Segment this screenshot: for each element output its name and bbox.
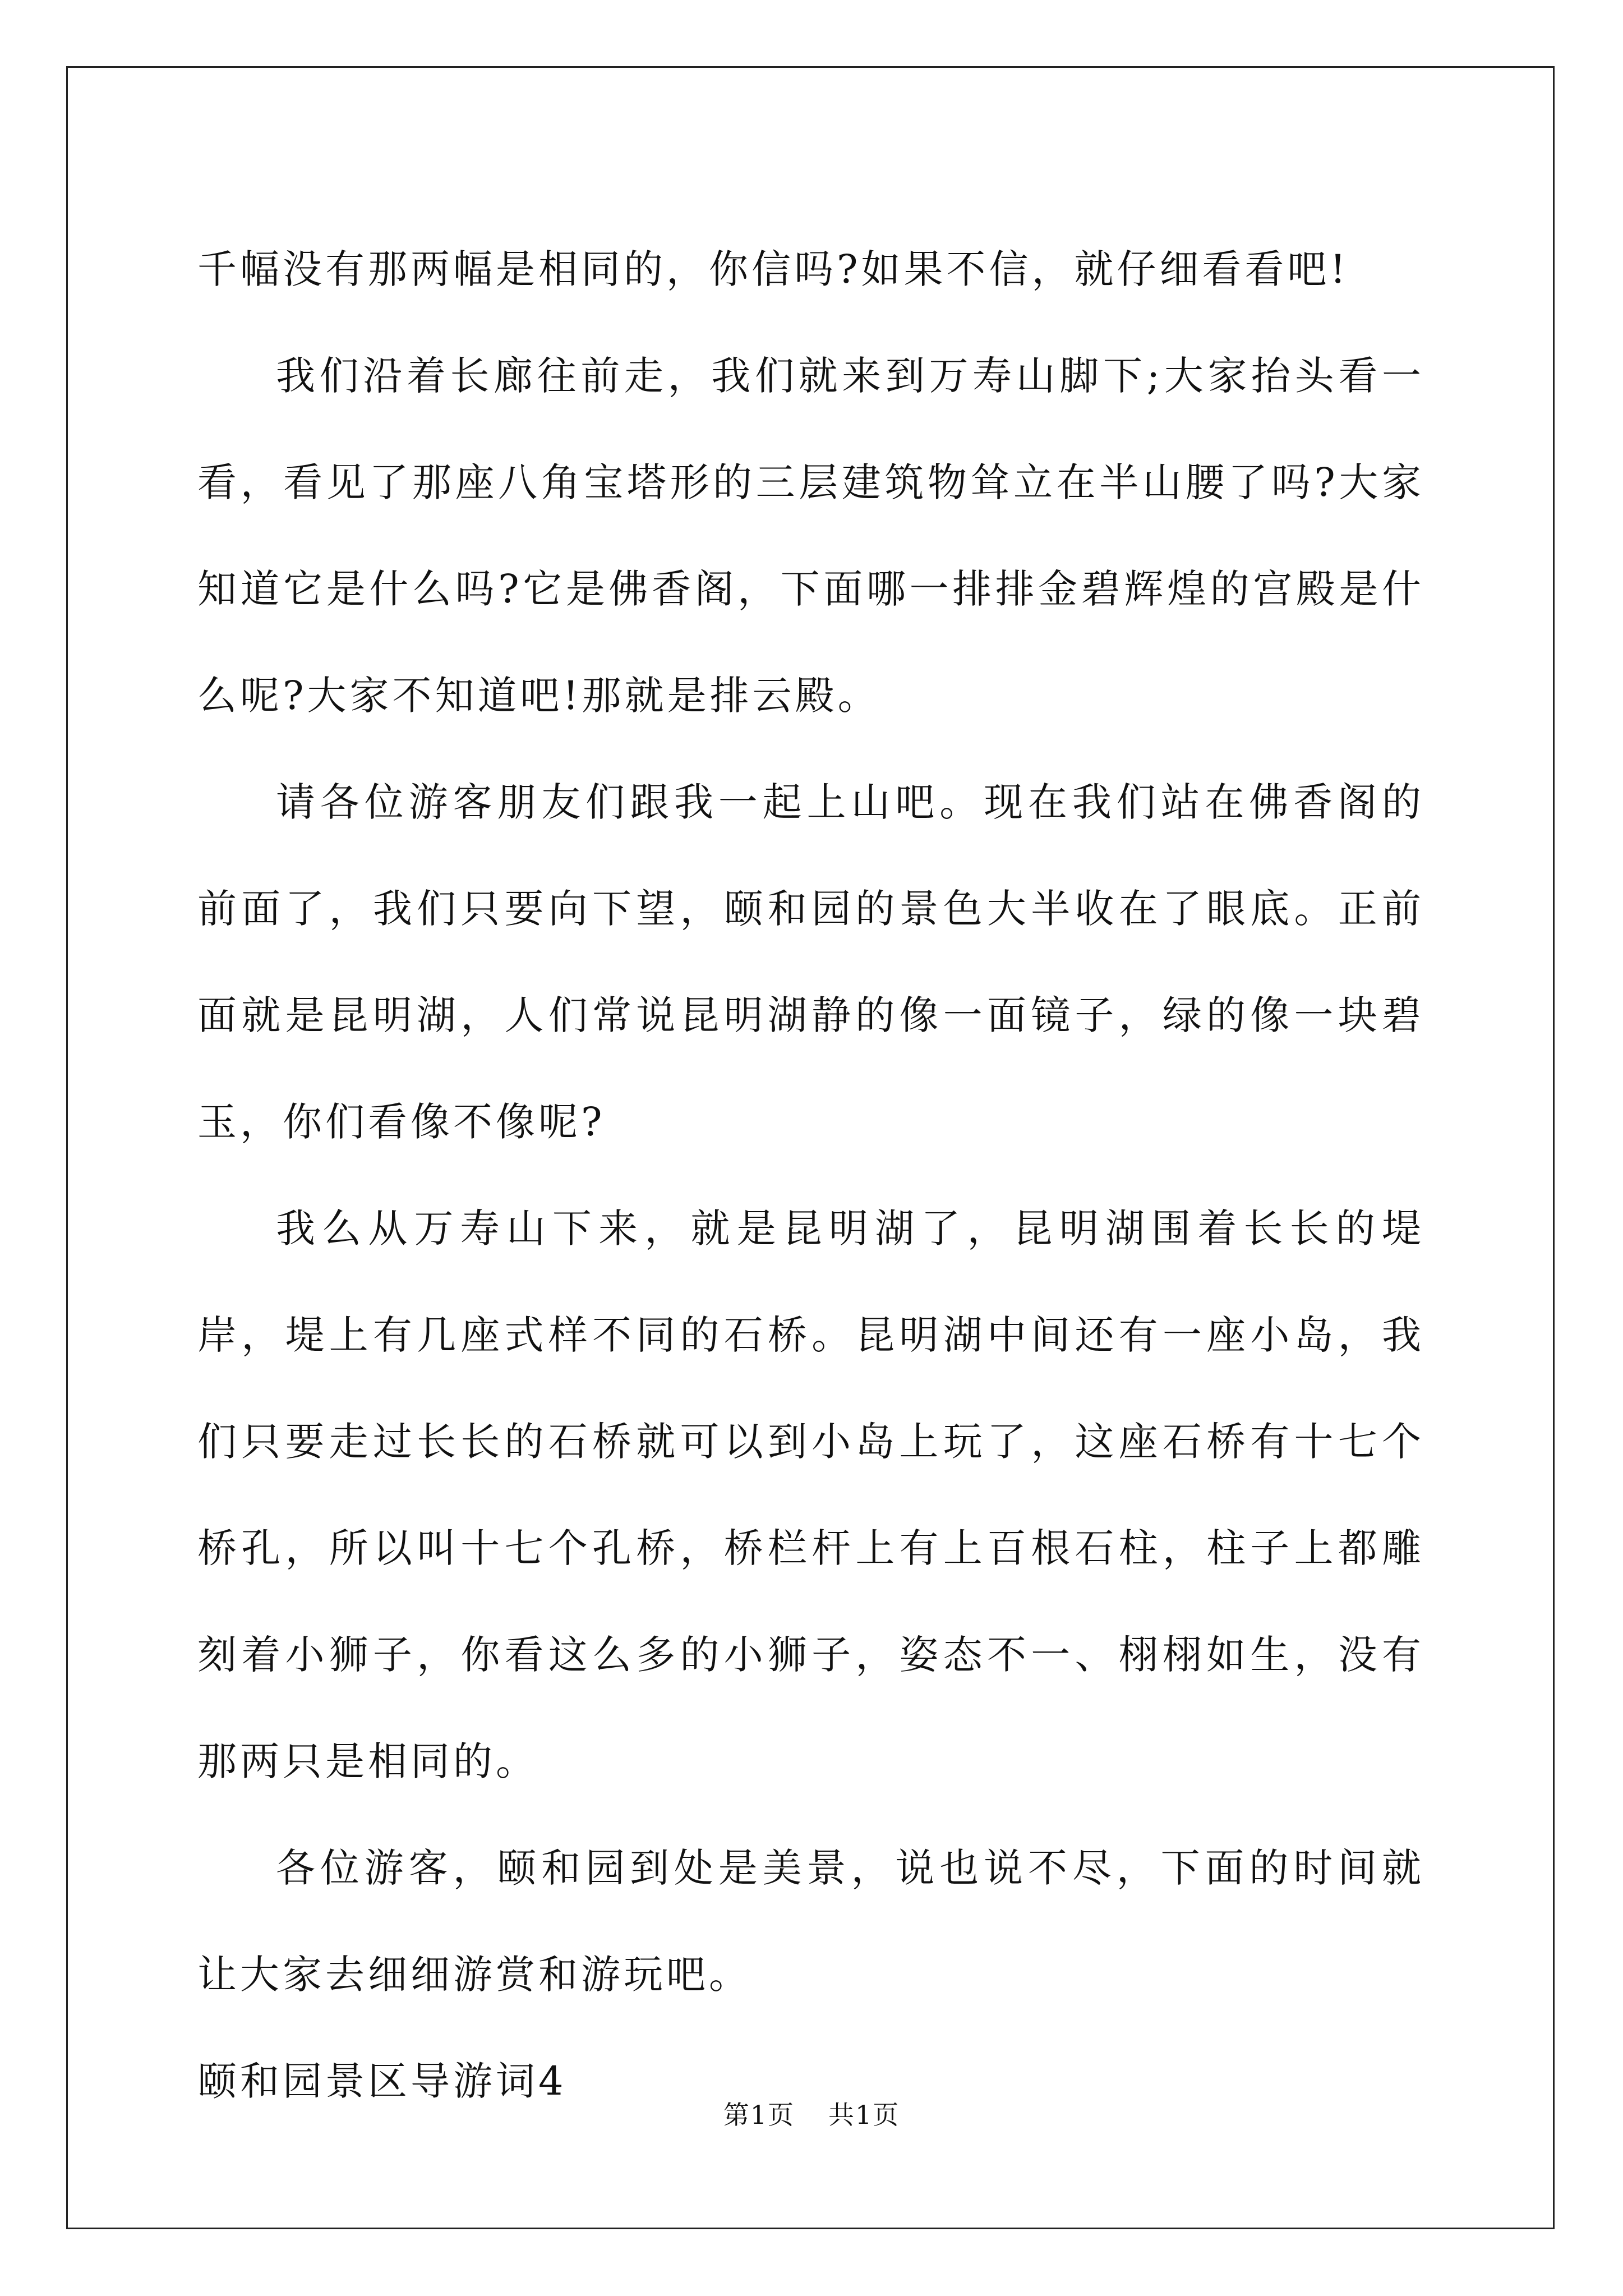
paragraph-1: 千幅没有那两幅是相同的，你信吗?如果不信，就仔细看看吧! (197, 246, 1349, 292)
paragraph-4: 我么从万寿山下来，就是昆明湖了，昆明湖围着长长的堤岸，堤上有几座式样不同的石桥。昆明湖中间还有一座小岛，我们只要走过长长的石桥就可以到小岛上玩了，这座石桥有十七个桥孔，所以叫十七个孔桥，桥栏杆上有上百根石柱，柱子上都雕刻着小狮子，你看这么多的小狮子，姿态不一、栩栩如生，没有那两只是相同的。 (197, 1205, 1424, 1784)
paragraph-3: 请各位游客朋友们跟我一起上山吧。现在我们站在佛香阁的前面了，我们只要向下望，颐和园的景色大半收在了眼底。正前面就是昆明湖，人们常说昆明湖静的像一面镜子，绿的像一块碧玉，你们看像不像呢? (197, 779, 1424, 1145)
paragraph-5: 各位游客，颐和园到处是美景，说也说不尽，下面的时间就让大家去细细游赏和游玩吧。 (197, 1845, 1424, 1998)
page-footer (0, 2098, 1623, 2132)
section-heading: 颐和园景区导游词4 (197, 2058, 567, 2104)
page-total: 共1页 (828, 2100, 900, 2130)
page-number: 第1页 (723, 2100, 795, 2130)
document-body (197, 216, 1424, 2134)
paragraph-2: 我们沿着长廊往前走，我们就来到万寿山脚下;大家抬头看一看，看见了那座八角宝塔形的三层建筑物耸立在半山腰了吗?大家知道它是什么吗?它是佛香阁，下面哪一排排金碧辉煌的宫殿是什么呢?大家不知道吧!那就是排云殿。 (197, 353, 1424, 719)
